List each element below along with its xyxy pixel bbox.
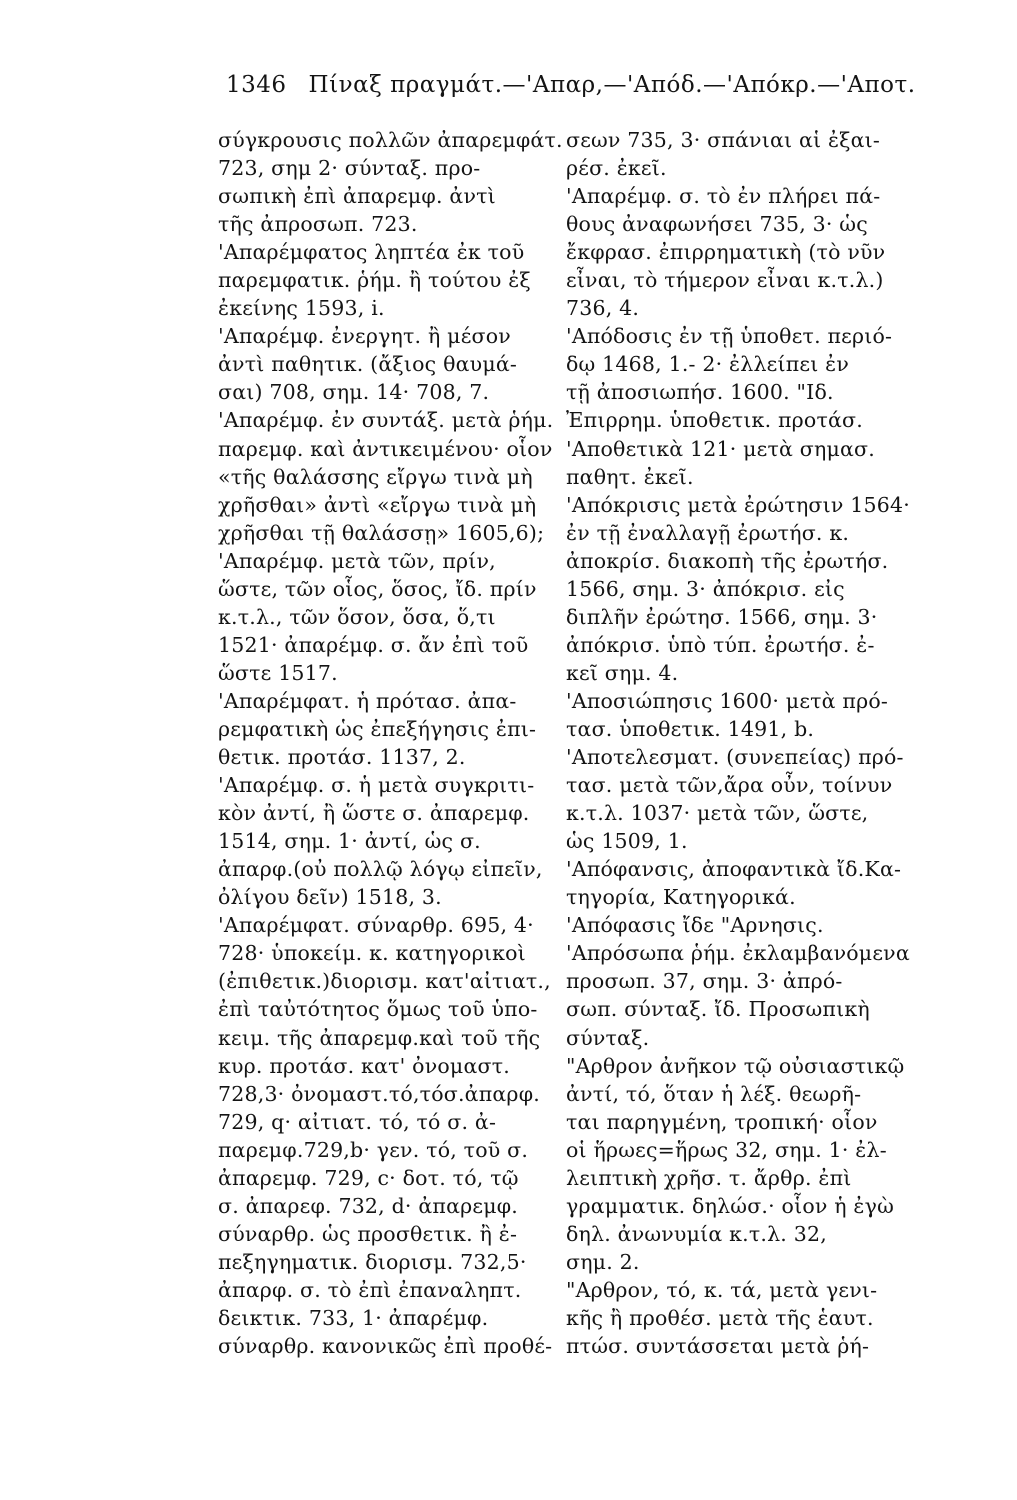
index-line: σεων 735, 3· σπάνιαι αἱ ἐξαι- xyxy=(566,128,881,152)
index-line: σωπ. σύνταξ. ἴδ. Προσωπικὴ xyxy=(566,997,870,1022)
index-line: θους ἀναφωνήσει 735, 3· ὡς xyxy=(566,212,868,237)
index-line: ἀπόκρισ. ὑπὸ τύπ. ἐρωτήσ. ἐ- xyxy=(566,632,875,657)
index-line: 'Απόκρισις μετὰ ἐρώτησιν 1564· xyxy=(566,492,910,517)
index-line: ἐν τῇ ἐναλλαγῇ ἐρωτήσ. κ. xyxy=(566,520,850,545)
index-line: ὡς 1509, 1. xyxy=(566,829,688,854)
index-line: 'Αποθετικὰ 121· μετὰ σημασ. xyxy=(566,436,875,461)
index-line: πεξηγηματικ. διορισμ. 732,5· xyxy=(218,1249,527,1274)
index-line: δεικτικ. 733, 1· ἀπαρέμφ. xyxy=(218,1305,489,1330)
index-line: 'Απαρέμφ. σ. ἡ μετὰ συγκριτι- xyxy=(218,773,535,798)
index-line: κεῖ σημ. 4. xyxy=(566,660,679,685)
index-line: κ.τ.λ. 1037· μετὰ τῶν, ὥστε, xyxy=(566,801,869,826)
index-line: ἐκείνης 1593, i. xyxy=(218,296,385,321)
page-header xyxy=(226,72,916,98)
index-column-left xyxy=(218,126,563,1360)
index-line: 'Αποτελεσματ. (συνεπείας) πρό- xyxy=(566,745,904,770)
index-line: προσωπ. 37, σημ. 3· ἀπρό- xyxy=(566,969,843,994)
index-line: θετικ. προτάσ. 1137, 2. xyxy=(218,745,466,770)
index-line: σύνταξ. xyxy=(566,1025,650,1050)
index-line: ὀλίγου δεῖν) 1518, 3. xyxy=(218,885,442,910)
index-line: ἀποκρίσ. διακοπὴ τῆς ἐρωτήσ. xyxy=(566,548,889,573)
index-line: ἐπὶ ταὐτότητος ὅμως τοῦ ὑπο- xyxy=(218,997,538,1022)
index-line: 'Απαρέμφ. σ. τὸ ἐν πλήρει πά- xyxy=(566,184,881,209)
index-line: γραμματικ. δηλώσ.· οἷον ἡ ἐγὼ xyxy=(566,1193,895,1218)
index-line: οἱ ἥρωες=ἥρως 32, σημ. 1· ἐλ- xyxy=(566,1137,887,1162)
index-line: "Αρθρον ἀνῆκον τῷ οὐσιαστικῷ xyxy=(566,1053,905,1078)
index-line: παρεμφ. καὶ ἀντικειμένου· οἷον xyxy=(218,436,553,461)
index-line: ἔκφρασ. ἐπιρρηματικὴ (τὸ νῦν xyxy=(566,240,886,265)
running-title: Πίναξ πραγμάτ.—'Απαρ,—'Απόδ.—'Απόκρ.—'Αποτ. xyxy=(308,72,916,98)
index-line: σημ. 2. xyxy=(566,1249,640,1274)
index-line: ρέσ. ἐκεῖ. xyxy=(566,156,667,181)
index-line: 'Απόφανσις, ἀποφαντικὰ ἴδ.Κα- xyxy=(566,857,902,882)
index-line: 1514, σημ. 1· ἀντί, ὡς σ. xyxy=(218,829,481,854)
index-line: τῇ ἀποσιωπήσ. 1600. "Ιδ. xyxy=(566,380,834,405)
index-line: ρεμφατικὴ ὡς ἐπεξήγησις ἐπι- xyxy=(218,716,537,741)
index-line: ὥστε 1517. xyxy=(218,660,338,685)
index-column-right xyxy=(566,126,911,1360)
index-line: 728· ὑποκείμ. κ. κατηγορικοὶ xyxy=(218,941,526,966)
index-line: 'Απαρέμφ. ἐν συντάξ. μετὰ ῥήμ. xyxy=(218,408,554,433)
index-line: δῳ 1468, 1.- 2· ἐλλείπει ἐν xyxy=(566,352,850,377)
index-line: σύναρθρ. κανονικῶς ἐπὶ προθέ- xyxy=(218,1334,553,1359)
index-line: παθητ. ἐκεῖ. xyxy=(566,464,694,489)
index-line: 'Απαρέμφατ. ἡ πρότασ. ἀπα- xyxy=(218,688,517,713)
index-line: παρεμφ.729,b· γεν. τό, τοῦ σ. xyxy=(218,1137,529,1162)
index-line: τηγορία, Κατηγορικά. xyxy=(566,885,796,910)
index-line: σαι) 708, σημ. 14· 708, 7. xyxy=(218,380,490,405)
index-line: 'Απόφασις ἴδε "Αρνησις. xyxy=(566,913,824,938)
index-line: πτώσ. συντάσσεται μετὰ ῥή- xyxy=(566,1334,870,1359)
index-line: 'Απόδοσις ἐν τῇ ὑποθετ. περιό- xyxy=(566,324,893,349)
page-number: 1346 xyxy=(226,72,287,98)
index-line: χρῆσθαι τῇ θαλάσσῃ» 1605,6); xyxy=(218,520,545,545)
index-line: ἀπαρεμφ. 729, c· δοτ. τό, τῷ xyxy=(218,1165,519,1190)
index-line: σωπικὴ ἐπὶ ἀπαρεμφ. ἀντὶ xyxy=(218,184,496,209)
index-line: κειμ. τῆς ἀπαρεμφ.καὶ τοῦ τῆς xyxy=(218,1025,541,1050)
index-line: 'Απαρέμφ. μετὰ τῶν, πρίν, xyxy=(218,548,496,573)
index-line: σ. ἀπαρεφ. 732, d· ἀπαρεμφ. xyxy=(218,1193,518,1218)
index-line: εἶναι, τὸ τήμερον εἶναι κ.τ.λ.) xyxy=(566,268,884,293)
index-line: ται παρηγμένη, τροπική· οἷον xyxy=(566,1109,878,1134)
index-line: 'Απρόσωπα ῥήμ. ἐκλαμβανόμενα xyxy=(566,941,910,966)
index-line: 'Απαρέμφατος ληπτέα ἐκ τοῦ xyxy=(218,240,525,265)
index-line: διπλῆν ἐρώτησ. 1566, σημ. 3· xyxy=(566,604,878,629)
index-line: σύγκρουσις πολλῶν ἀπαρεμφάτ. xyxy=(218,128,563,152)
index-line: 723, σημ 2· σύνταξ. προ- xyxy=(218,156,481,181)
index-line: σύναρθρ. ὡς προσθετικ. ἢ ἐ- xyxy=(218,1221,518,1246)
index-line: ὥστε, τῶν οἷος, ὅσος, ἴδ. πρίν xyxy=(218,576,537,601)
index-line: τῆς ἀπροσωπ. 723. xyxy=(218,212,418,237)
index-line: κυρ. προτάσ. κατ' ὀνομαστ. xyxy=(218,1053,510,1078)
index-line: 1521· ἀπαρέμφ. σ. ἄν ἐπὶ τοῦ xyxy=(218,632,529,657)
index-line: 'Αποσιώπησις 1600· μετὰ πρό- xyxy=(566,688,889,713)
index-line: "Αρθρον, τό, κ. τά, μετὰ γενι- xyxy=(566,1277,878,1302)
index-line: 728,3· ὀνομαστ.τό,τόσ.ἀπαρφ. xyxy=(218,1081,540,1106)
index-line: «τῆς θαλάσσης εἴργω τινὰ μὴ xyxy=(218,464,533,489)
index-line: χρῆσθαι» ἀντὶ «εἴργω τινὰ μὴ xyxy=(218,492,537,517)
index-line: 729, q· αἰτιατ. τό, τό σ. ἀ- xyxy=(218,1109,497,1134)
index-line: παρεμφατικ. ῥήμ. ἢ τούτου ἐξ xyxy=(218,268,531,293)
index-line: κ.τ.λ., τῶν ὅσον, ὅσα, ὅ,τι xyxy=(218,604,496,629)
index-line: (ἐπιθετικ.)διορισμ. κατ'αἰτιατ., xyxy=(218,969,551,994)
index-line: κὸν ἀντί, ἢ ὥστε σ. ἀπαρεμφ. xyxy=(218,801,530,826)
index-line: ἀντί, τό, ὅταν ἡ λέξ. θεωρῆ- xyxy=(566,1081,862,1106)
index-line: τασ. μετὰ τῶν,ἄρα οὖν, τοίνυν xyxy=(566,773,893,798)
index-line: ἀπαρφ. σ. τὸ ἐπὶ ἐπαναληπτ. xyxy=(218,1277,522,1302)
index-line: 736, 4. xyxy=(566,296,640,321)
index-line: δηλ. ἀνωνυμία κ.τ.λ. 32, xyxy=(566,1221,827,1246)
index-line: 'Απαρέμφατ. σύναρθρ. 695, 4· xyxy=(218,913,534,938)
index-line: ἀπαρφ.(οὐ πολλῷ λόγῳ εἰπεῖν, xyxy=(218,857,543,882)
index-line: Ἐπιρρημ. ὑποθετικ. προτάσ. xyxy=(566,408,863,433)
index-line: 'Απαρέμφ. ἐνεργητ. ἢ μέσον xyxy=(218,324,511,349)
index-line: λειπτικὴ χρῆσ. τ. ἄρθρ. ἐπὶ xyxy=(566,1165,852,1190)
index-line: ἀντὶ παθητικ. (ἄξιος θαυμά- xyxy=(218,352,518,377)
index-line: τασ. ὑποθετικ. 1491, b. xyxy=(566,716,815,741)
index-line: κῆς ἢ προθέσ. μετὰ τῆς ἑαυτ. xyxy=(566,1305,874,1330)
index-line: 1566, σημ. 3· ἀπόκρισ. εἰς xyxy=(566,576,845,601)
